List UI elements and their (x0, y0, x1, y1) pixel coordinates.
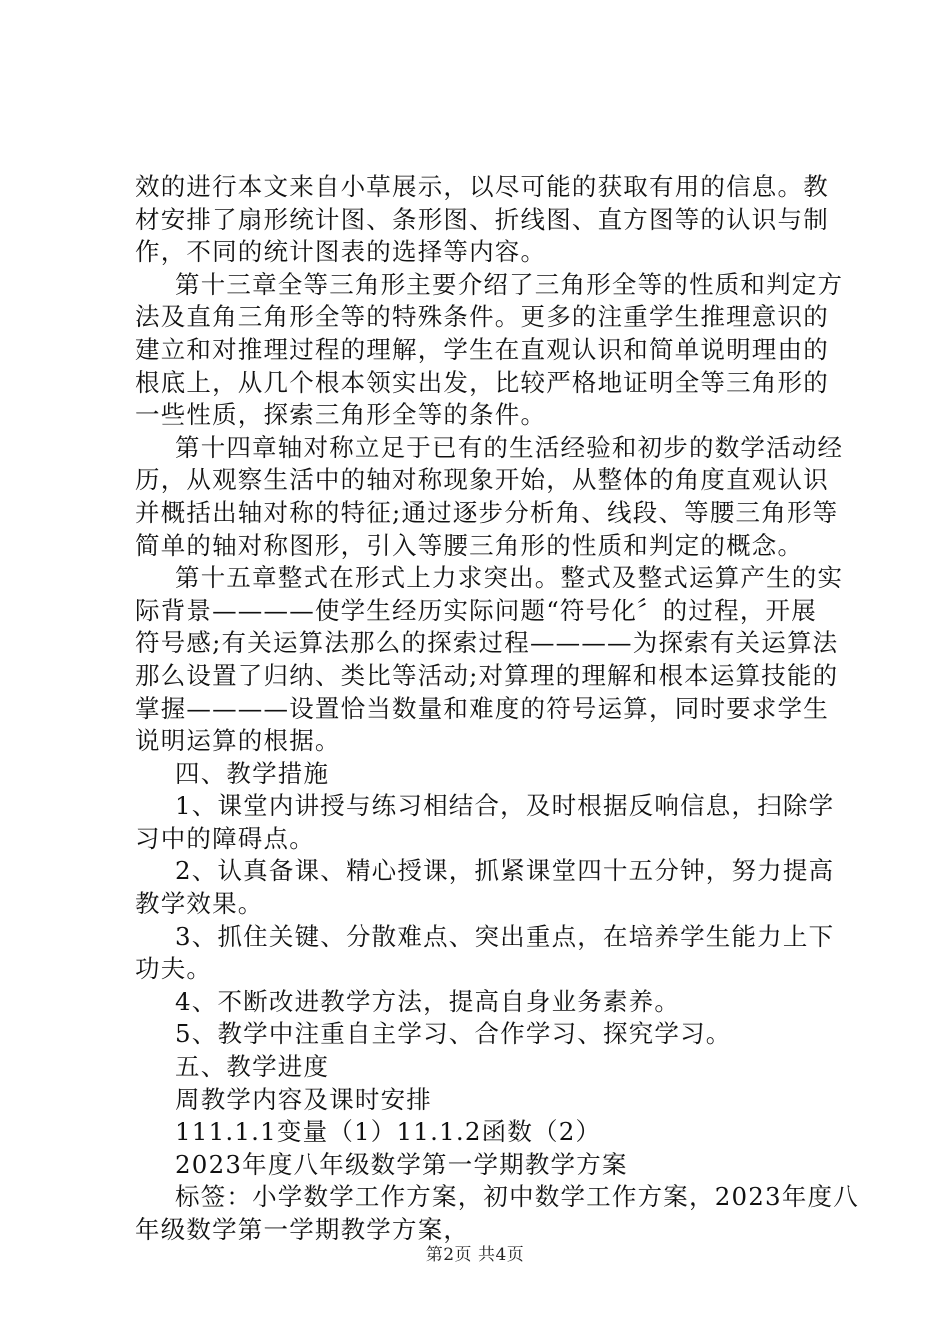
text-line: 年级数学第一学期教学方案， (135, 1215, 470, 1244)
text-line: 四、教学措施 (175, 758, 330, 788)
text-line: 那么设置了归纳、类比等活动;对算理的理解和根本运算技能的 (135, 660, 839, 690)
text-line: 际背景————使学生经历实际问题“符号化〞的过程，开展 (135, 595, 817, 625)
paragraph (135, 921, 835, 986)
text-line: 一些性质，探索三角形全等的条件。 (135, 400, 547, 430)
text-line: 标签：小学数学工作方案，初中数学工作方案，2023年度八 (175, 1182, 859, 1212)
page-footer: 第2页 共4页 (425, 1245, 525, 1265)
document-body (135, 171, 859, 1247)
text-line: 效的进行本文来自小草展示，以尽可能的获取有用的信息。教 (135, 172, 829, 201)
paragraph (135, 855, 835, 920)
text-line: 材安排了扇形统计图、条形图、折线图、直方图等的认识与制 (135, 204, 829, 234)
text-line: 1、课堂内讲授与练习相结合，及时根据反响信息，扫除学 (175, 791, 835, 821)
text-line: 符号感;有关运算法那么的探索过程————为探索有关运算法 (135, 628, 839, 658)
text-line: 第十三章全等三角形主要介绍了三角形全等的性质和判定方 (175, 269, 844, 299)
paragraph (135, 986, 835, 1019)
paragraph (135, 1116, 835, 1149)
text-line: 2023年度八年级数学第一学期教学方案 (175, 1149, 628, 1179)
text-line: 作，不同的统计图表的选择等内容。 (135, 237, 547, 267)
paragraph (135, 432, 844, 562)
text-line: 教学效果。 (135, 889, 264, 919)
text-line: 3、抓住关键、分散难点、突出重点，在培养学生能力上下 (175, 921, 835, 951)
text-line: 根底上，从几个根本领实出发，比较严格地证明全等三角形的 (135, 367, 829, 397)
paragraph (135, 171, 835, 269)
text-line: 掌握————设置恰当数量和难度的符号运算，同时要求学生 (135, 693, 829, 723)
paragraph (135, 562, 844, 758)
paragraph (135, 1149, 835, 1182)
text-line: 第十五章整式在形式上力求突出。整式及整式运算产生的实 (175, 563, 844, 593)
text-line: 并概括出轴对称的特征;通过逐步分析角、线段、等腰三角形等 (135, 497, 839, 527)
text-line: 习中的障碍点。 (135, 823, 315, 853)
text-line: 法及直角三角形全等的特殊条件。更多的注重学生推理意识的 (135, 302, 829, 332)
paragraph (135, 1181, 859, 1246)
text-line: 建立和对推理过程的理解，学生在直观认识和简单说明理由的 (135, 334, 829, 364)
paragraph (135, 1051, 835, 1084)
paragraph (135, 1084, 835, 1117)
text-line: 周教学内容及课时安排 (175, 1084, 432, 1114)
text-line: 4、不断改进教学方法，提高自身业务素养。 (175, 986, 681, 1016)
text-line: 第十四章轴对称立足于已有的生活经验和初步的数学活动经 (175, 432, 844, 462)
text-line: 简单的轴对称图形，引入等腰三角形的性质和判定的概念。 (135, 530, 804, 560)
paragraph (135, 1018, 835, 1051)
text-line: 说明运算的根据。 (135, 726, 341, 756)
paragraph (135, 790, 835, 855)
text-line: 5、教学中注重自主学习、合作学习、探究学习。 (175, 1019, 732, 1049)
text-line: 功夫。 (135, 954, 213, 984)
text-line: 五、教学进度 (175, 1052, 330, 1082)
paragraph (135, 269, 844, 432)
paragraph (135, 758, 835, 791)
text-line: 2、认真备课、精心授课，抓紧课堂四十五分钟，努力提高 (175, 856, 835, 886)
text-line: 历，从观察生活中的轴对称现象开始，从整体的角度直观认识 (135, 465, 829, 495)
text-line: 111.1.1变量（1）11.1.2函数（2） (175, 1117, 602, 1147)
